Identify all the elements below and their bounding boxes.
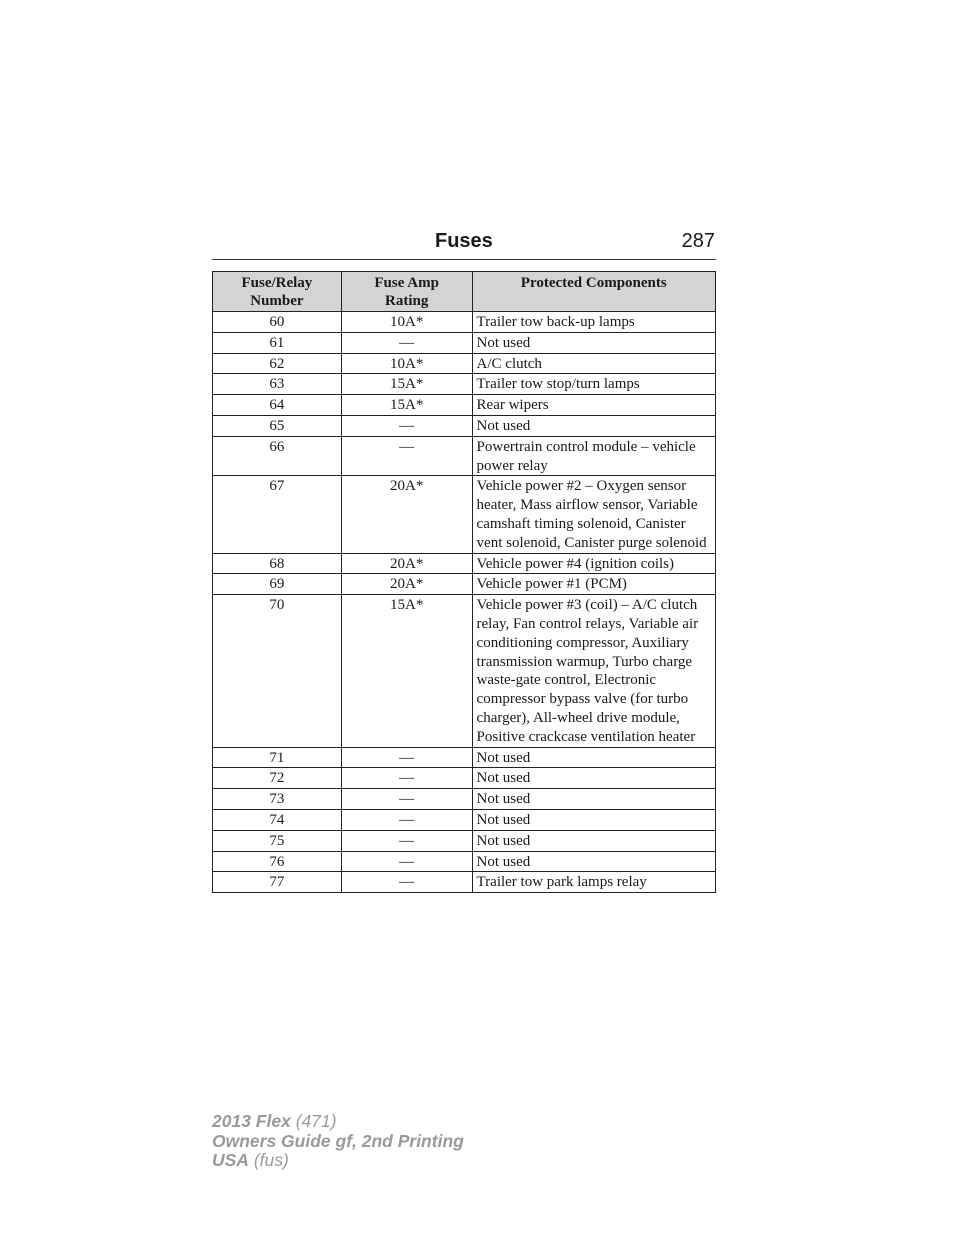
protected-components-cell: Trailer tow stop/turn lamps — [472, 374, 715, 395]
table-row — [213, 851, 716, 872]
protected-components-cell: Not used — [472, 415, 715, 436]
protected-components-cell: Not used — [472, 768, 715, 789]
table-row — [213, 809, 716, 830]
table-row — [213, 415, 716, 436]
protected-components-cell: Trailer tow back-up lamps — [472, 312, 715, 333]
fuse-amp-cell: — — [341, 415, 472, 436]
fuse-number-cell: 62 — [213, 353, 342, 374]
fuse-amp-cell: — — [341, 747, 472, 768]
protected-components-cell: Not used — [472, 809, 715, 830]
footer-line-2: Owners Guide gf, 2nd Printing — [212, 1130, 464, 1151]
table-row — [213, 332, 716, 353]
fuse-number-cell: 73 — [213, 789, 342, 810]
table-body — [213, 312, 716, 893]
table-row — [213, 436, 716, 476]
table-row — [213, 553, 716, 574]
fuse-amp-cell: — — [341, 436, 472, 476]
table-header-row — [213, 272, 716, 312]
protected-components-cell: Powertrain control module – vehicle power relay — [472, 436, 715, 476]
table-row — [213, 476, 716, 553]
fuse-number-cell: 70 — [213, 595, 342, 747]
protected-components-cell: Vehicle power #1 (PCM) — [472, 574, 715, 595]
protected-components-cell: Not used — [472, 789, 715, 810]
fuse-number-cell: 61 — [213, 332, 342, 353]
footer-line-3: USA (fus) — [212, 1150, 289, 1170]
fuse-number-cell: 74 — [213, 809, 342, 830]
protected-components-cell: A/C clutch — [472, 353, 715, 374]
column-header-components: Protected Components — [472, 272, 715, 312]
footer — [212, 1112, 464, 1171]
column-header-number: Fuse/Relay Number — [213, 272, 342, 312]
fuse-amp-cell: — — [341, 809, 472, 830]
fuse-amp-cell: 10A* — [341, 312, 472, 333]
table-row — [213, 872, 716, 893]
protected-components-cell: Not used — [472, 747, 715, 768]
fuse-amp-cell: — — [341, 872, 472, 893]
fuse-amp-cell: 15A* — [341, 374, 472, 395]
protected-components-cell: Vehicle power #4 (ignition coils) — [472, 553, 715, 574]
table-row — [213, 595, 716, 747]
fuse-amp-cell: 10A* — [341, 353, 472, 374]
fuse-number-cell: 69 — [213, 574, 342, 595]
fuse-number-cell: 71 — [213, 747, 342, 768]
table-row — [213, 374, 716, 395]
page-number: 287 — [681, 230, 715, 252]
table-row — [213, 747, 716, 768]
protected-components-cell: Vehicle power #3 (coil) – A/C clutch relay, Fan control relays, Variable air conditioning compressor, Auxiliary transmission warmup, Turbo charge waste-gate control, Electronic compressor bypass valve (for turbo charger), All-wheel drive module, Positive crackcase ventilation heater — [472, 595, 715, 747]
fuse-amp-cell: 20A* — [341, 574, 472, 595]
table-row — [213, 395, 716, 416]
fuse-number-cell: 63 — [213, 374, 342, 395]
fuse-amp-cell: 20A* — [341, 553, 472, 574]
table-row — [213, 574, 716, 595]
table-row — [213, 789, 716, 810]
fuse-number-cell: 67 — [213, 476, 342, 553]
fuse-number-cell: 64 — [213, 395, 342, 416]
fuse-amp-cell: 15A* — [341, 595, 472, 747]
section-title: Fuses — [435, 230, 493, 252]
fuse-amp-cell: — — [341, 789, 472, 810]
table-row — [213, 353, 716, 374]
fuse-amp-cell: — — [341, 851, 472, 872]
column-header-amp: Fuse Amp Rating — [341, 272, 472, 312]
fuse-number-cell: 65 — [213, 415, 342, 436]
protected-components-cell: Vehicle power #2 – Oxygen sensor heater, Mass airflow sensor, Variable camshaft timing solenoid, Canister vent solenoid, Canister purge solenoid — [472, 476, 715, 553]
table-row — [213, 830, 716, 851]
fuse-number-cell: 77 — [213, 872, 342, 893]
fuse-number-cell: 75 — [213, 830, 342, 851]
table-row — [213, 312, 716, 333]
fuse-amp-cell: — — [341, 830, 472, 851]
fuse-number-cell: 66 — [213, 436, 342, 476]
protected-components-cell: Not used — [472, 830, 715, 851]
fuse-amp-cell: — — [341, 332, 472, 353]
fuse-amp-cell: 15A* — [341, 395, 472, 416]
fuse-number-cell: 76 — [213, 851, 342, 872]
fuse-amp-cell: — — [341, 768, 472, 789]
protected-components-cell: Rear wipers — [472, 395, 715, 416]
footer-line-1: 2013 Flex (471) — [212, 1111, 337, 1131]
protected-components-cell: Not used — [472, 332, 715, 353]
protected-components-cell: Trailer tow park lamps relay — [472, 872, 715, 893]
protected-components-cell: Not used — [472, 851, 715, 872]
page-header — [212, 229, 716, 260]
fuse-amp-cell: 20A* — [341, 476, 472, 553]
fuse-number-cell: 68 — [213, 553, 342, 574]
fuse-number-cell: 72 — [213, 768, 342, 789]
fuse-table — [212, 271, 716, 893]
table-row — [213, 768, 716, 789]
fuse-number-cell: 60 — [213, 312, 342, 333]
